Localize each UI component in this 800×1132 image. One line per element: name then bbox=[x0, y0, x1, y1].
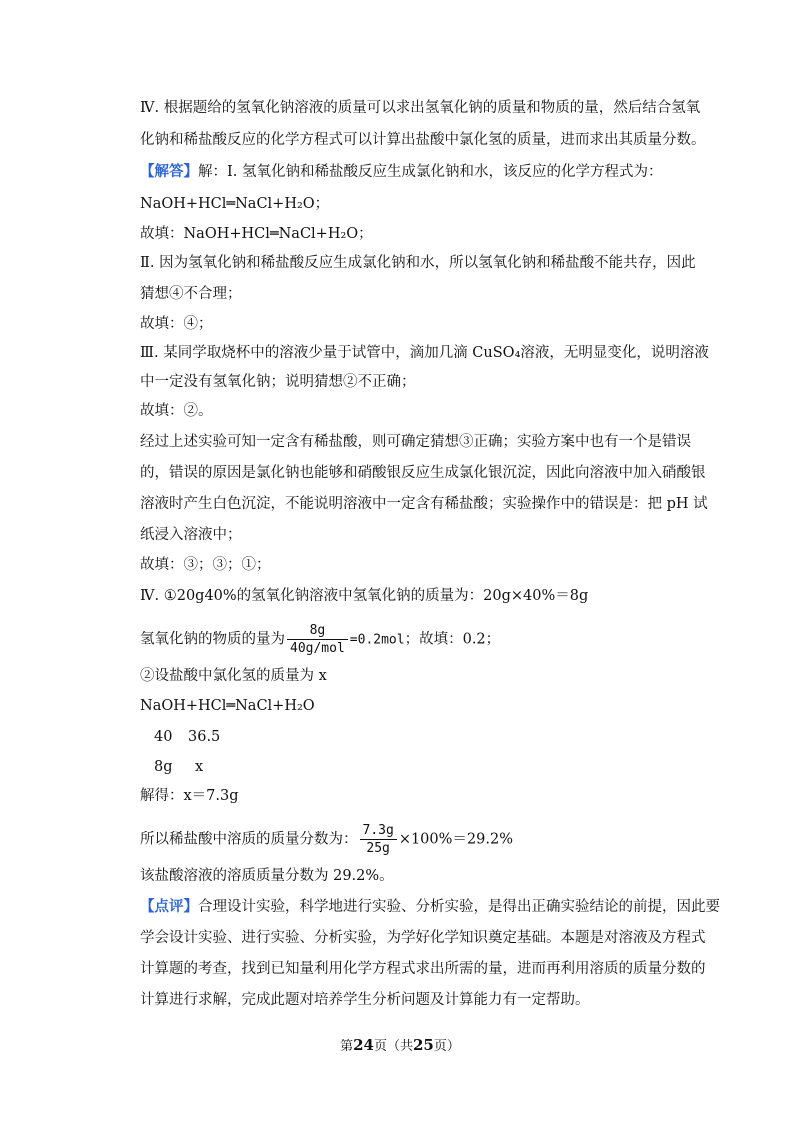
fraction-denominator: 40g/mol bbox=[290, 641, 345, 656]
text-span: 故填： bbox=[140, 557, 184, 573]
text-line: 解得：x＝7.3g bbox=[140, 788, 239, 804]
text-line bbox=[140, 432, 691, 452]
circled-number: ① bbox=[163, 588, 177, 604]
text-span: =0.2mol bbox=[349, 632, 405, 648]
comment-tag: 【点评】 bbox=[140, 898, 198, 915]
text-line: Ⅳ. 根据题给的氢氧化钠溶液的质量可以求出氢氧化钠的质量和物质的量，然后结合氢氧 bbox=[140, 100, 701, 116]
text-span: Ⅳ. bbox=[140, 588, 164, 604]
text-line bbox=[140, 666, 327, 686]
text-span: 设盐酸中氯化氢的质量为 x bbox=[154, 668, 327, 684]
text-span: 40 bbox=[154, 729, 173, 745]
text-span: 正确；实验方案中也有一个是错误 bbox=[473, 434, 691, 450]
page-footer bbox=[0, 1035, 800, 1054]
text-span: ×100%＝29.2% bbox=[398, 831, 513, 848]
fraction bbox=[360, 822, 397, 857]
text-line: 的，错误的原因是氯化钠也能够和硝酸银反应生成氯化银沉淀，因此向溶液中加入硝酸银 bbox=[140, 465, 706, 481]
text-span: 36.5 bbox=[188, 729, 221, 745]
text-line bbox=[140, 162, 662, 182]
text-line bbox=[140, 284, 242, 304]
circled-number: ② bbox=[183, 403, 198, 419]
text-line: 计算题的考查，找到已知量利用化学方程式求出所需的量，进而再利用溶质的质量分数的 bbox=[140, 961, 706, 977]
text-line bbox=[140, 314, 213, 334]
text-span: ； bbox=[227, 557, 242, 573]
text-line: 化钠和稀盐酸反应的化学方程式可以计算出盐酸中氯化氢的质量，进而求出其质量分数。 bbox=[140, 132, 706, 148]
equation-line: NaOH+HCl═NaCl+H₂O bbox=[140, 698, 315, 714]
text-span: ； bbox=[198, 316, 213, 332]
text-span: ；故填：0.2； bbox=[404, 631, 501, 648]
text-line: Ⅲ. 某同学取烧杯中的溶液少量于试管中，滴加几滴 CuSO₄溶液，无明显变化，说明溶液 bbox=[140, 345, 709, 361]
circled-number: ② bbox=[140, 668, 155, 684]
circled-number: ③ bbox=[459, 434, 474, 450]
circled-number: ① bbox=[241, 557, 256, 573]
text-span: 不合理； bbox=[183, 286, 242, 302]
circled-number: ④ bbox=[183, 316, 198, 332]
fraction-denominator: 25g bbox=[366, 841, 390, 856]
text-span: 不正确； bbox=[357, 374, 416, 390]
text-span: ； bbox=[198, 557, 213, 573]
text-line bbox=[140, 586, 588, 606]
text-line: 学会设计实验、进行实验、分析实验，为学好化学知识奠定基础。本题是对溶液及方程式 bbox=[140, 930, 706, 946]
text-line bbox=[140, 555, 271, 575]
circled-number: ③ bbox=[183, 557, 198, 573]
fraction-numerator: 7.3g bbox=[360, 822, 397, 840]
text-line bbox=[140, 897, 720, 917]
text-span: 。 bbox=[198, 403, 213, 419]
fraction bbox=[287, 622, 348, 657]
text-span: 猜想 bbox=[140, 286, 169, 302]
text-line bbox=[140, 622, 500, 657]
text-span: 所以稀盐酸中溶质的质量分数为： bbox=[140, 831, 358, 848]
text-line: Ⅱ. 因为氢氧化钠和稀盐酸反应生成氯化钠和水，所以氢氧化钠和稀盐酸不能共存，因此 bbox=[140, 255, 696, 271]
text-span: 故填： bbox=[140, 316, 184, 332]
answer-tag: 【解答】 bbox=[140, 163, 198, 180]
text-line: 溶液时产生白色沉淀，不能说明溶液中一定含有稀盐酸；实验操作中的错误是：把 pH 试 bbox=[140, 496, 708, 512]
text-span: 20g40%的氢氧化钠溶液中氢氧化钠的质量为：20g×40%＝8g bbox=[176, 588, 589, 604]
text-span: 合理设计实验，科学地进行实验、分析实验，是得出正确实验结论的前提，因此要 bbox=[198, 899, 720, 915]
text-line: 纸浸入溶液中； bbox=[140, 527, 242, 543]
text-span: x bbox=[195, 759, 204, 775]
text-span: 解：Ⅰ. 氢氧化钠和稀盐酸反应生成氯化钠和水，该反应的化学方程式为： bbox=[198, 164, 663, 180]
footer-mid: 页（共 bbox=[373, 1039, 413, 1054]
page-number: 24 bbox=[353, 1036, 374, 1054]
text-line: 该盐酸溶液的溶质质量分数为 29.2%。 bbox=[140, 868, 394, 884]
text-span: 经过上述实验可知一定含有稀盐酸，则可确定猜想 bbox=[140, 434, 459, 450]
text-line bbox=[140, 401, 213, 421]
equation-line: NaOH+HCl═NaCl+H₂O； bbox=[140, 196, 330, 212]
circled-number: ③ bbox=[212, 557, 227, 573]
fraction-numerator: 8g bbox=[287, 622, 348, 640]
text-line bbox=[140, 822, 513, 857]
circled-number: ④ bbox=[169, 286, 184, 302]
footer-suffix: 页） bbox=[433, 1039, 460, 1054]
text-line bbox=[140, 372, 416, 392]
text-span: 中一定没有氢氧化钠；说明猜想 bbox=[140, 374, 343, 390]
circled-number: ② bbox=[343, 374, 358, 390]
page-total: 25 bbox=[413, 1036, 434, 1054]
text-span: 故填： bbox=[140, 403, 184, 419]
text-line: 故填：NaOH+HCl═NaCl+H₂O； bbox=[140, 226, 373, 242]
footer-prefix: 第 bbox=[340, 1039, 354, 1054]
text-line: 计算进行求解，完成此题对培养学生分析问题及计算能力有一定帮助。 bbox=[140, 992, 590, 1008]
text-span: 8g bbox=[154, 759, 173, 775]
text-span: ； bbox=[256, 557, 271, 573]
text-span: 氢氧化钠的物质的量为 bbox=[140, 631, 285, 648]
